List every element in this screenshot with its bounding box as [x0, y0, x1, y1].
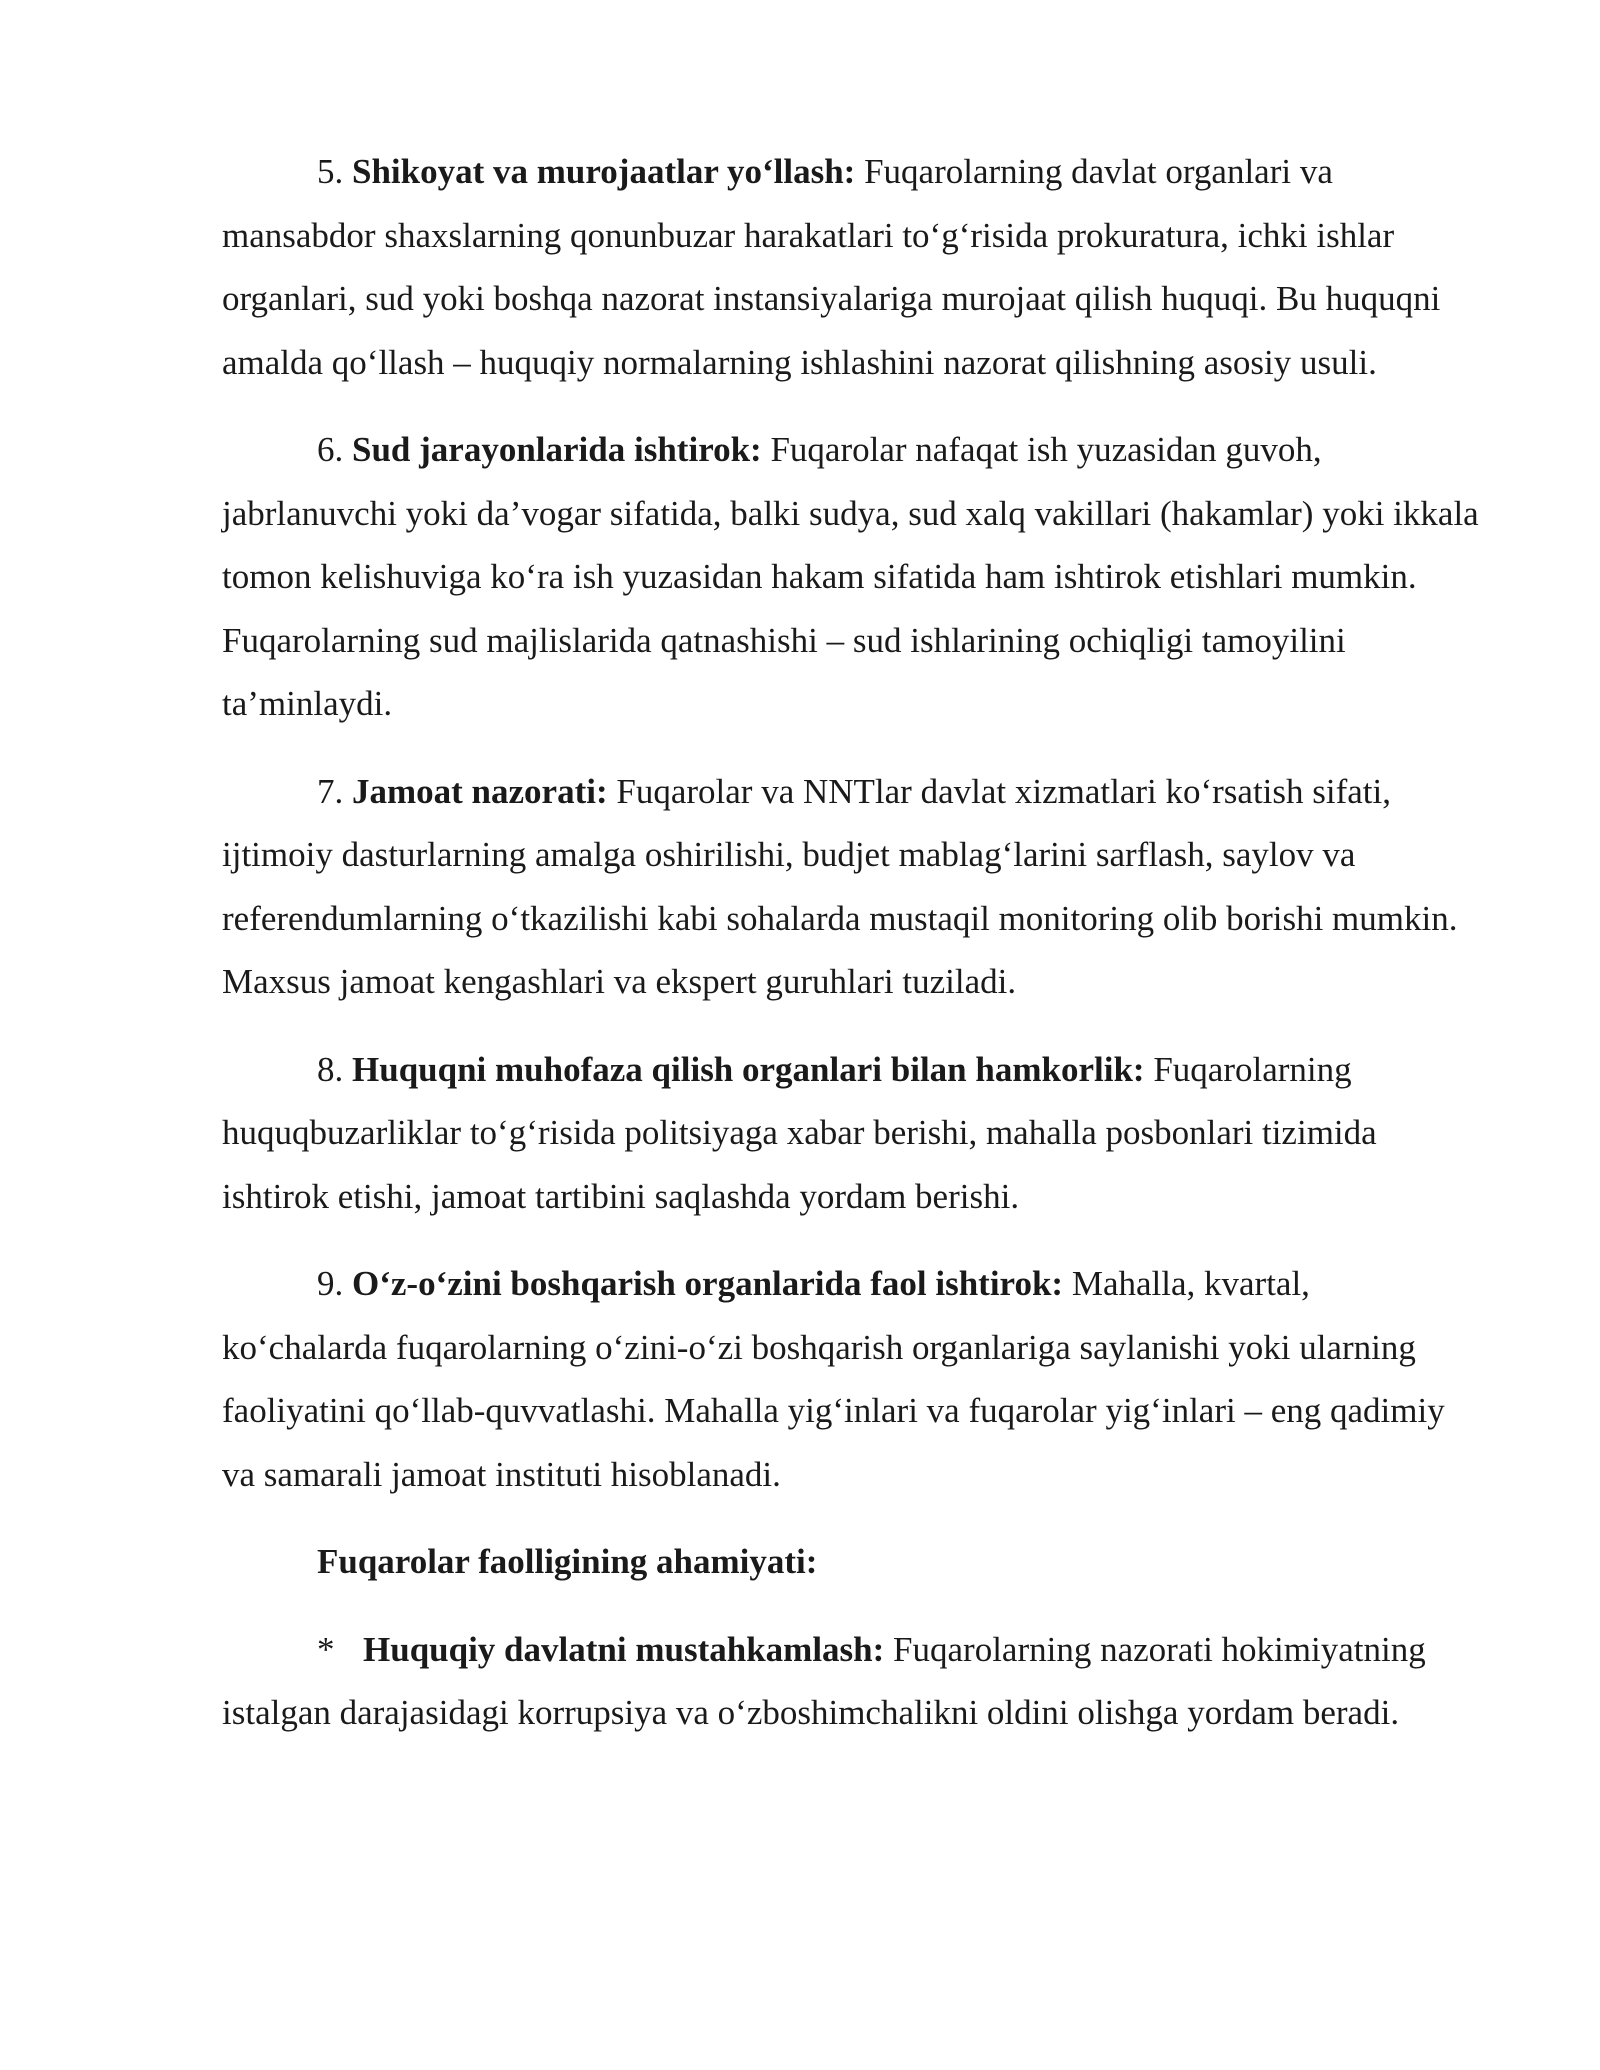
list-item-5: [222, 140, 1480, 394]
item-title: Huquqni muhofaza qilish organlari bilan hamkorlik:: [352, 1049, 1145, 1089]
item-number: 7.: [317, 771, 344, 811]
list-item-7: [222, 760, 1480, 1014]
list-item-9: [222, 1252, 1480, 1506]
item-text: Fuqarolar nafaqat ish yuzasidan guvoh, jabrlanuvchi yoki da’vogar sifatida, balki sudya, sud xalq vakillari (hakamlar) yoki ikkala tomon kelishuviga ko‘ra ish yuzasidan hakam sifatida ham ishtirok etishlari mumkin. Fuqarolarning sud majlislarida qatnashishi – sud ishlarining ochiqligi tamoyilini ta’minlaydi.: [222, 430, 1479, 723]
item-text: Fuqarolarning huquqbuzarliklar to‘g‘risida politsiyaga xabar berishi, mahalla posbonlari tizimida ishtirok etishi, jamoat tartibini saqlashda yordam berishi.: [222, 1049, 1377, 1216]
section-heading: Fuqarolar faolligining ahamiyati:: [317, 1542, 818, 1581]
item-title: Jamoat nazorati:: [352, 771, 608, 811]
item-title: O‘z-o‘zini boshqarish organlarida faol ishtirok:: [352, 1264, 1064, 1303]
item-number: 5.: [317, 152, 344, 191]
item-title: Shikoyat va murojaatlar yo‘llash:: [352, 152, 856, 191]
list-item-8: [222, 1038, 1480, 1229]
bullet-title: Huquqiy davlatni mustahkamlash:: [363, 1629, 885, 1669]
bullet-mark: *: [317, 1629, 335, 1669]
list-item-6: [222, 418, 1480, 736]
item-title: Sud jarayonlarida ishtirok:: [352, 430, 762, 469]
item-text: Fuqarolarning davlat organlari va mansabdor shaxslarning qonunbuzar harakatlari to‘g‘risida prokuratura, ichki ishlar organlari, sud yoki boshqa nazorat instansiyalariga murojaat qilish huquqi. Bu huquqni amalda qo‘llash – huquqiy normalarning ishlashini nazorat qilishning asosiy usuli.: [222, 152, 1441, 382]
item-number: 6.: [317, 430, 344, 469]
bullet-text: Fuqarolarning nazorati hokimiyatning istalgan darajasidagi korrupsiya va o‘zboshimchalikni oldini olishga yordam beradi.: [222, 1629, 1426, 1732]
bullet-item: [222, 1618, 1480, 1745]
item-number: 9.: [317, 1264, 344, 1303]
item-text: Fuqarolar va NNTlar davlat xizmatlari ko‘rsatish sifati, ijtimoiy dasturlarning amalga oshirilishi, budjet mablag‘larini sarflash, saylov va referendumlarning o‘tkazilishi kabi sohalarda mustaqil monitoring olib borishi mumkin. Maxsus jamoat kengashlari va ekspert guruhlari tuziladi.: [222, 771, 1458, 1001]
document-page: [222, 140, 1480, 1769]
item-number: 8.: [317, 1049, 344, 1089]
item-text: Mahalla, kvartal, ko‘chalarda fuqarolarning o‘zini-o‘zi boshqarish organlariga saylanishi yoki ularning faoliyatini qo‘llab-quvvatlashi. Mahalla yig‘inlari va fuqarolar yig‘inlari – eng qadimiy va samarali jamoat instituti hisoblanadi.: [222, 1264, 1445, 1494]
